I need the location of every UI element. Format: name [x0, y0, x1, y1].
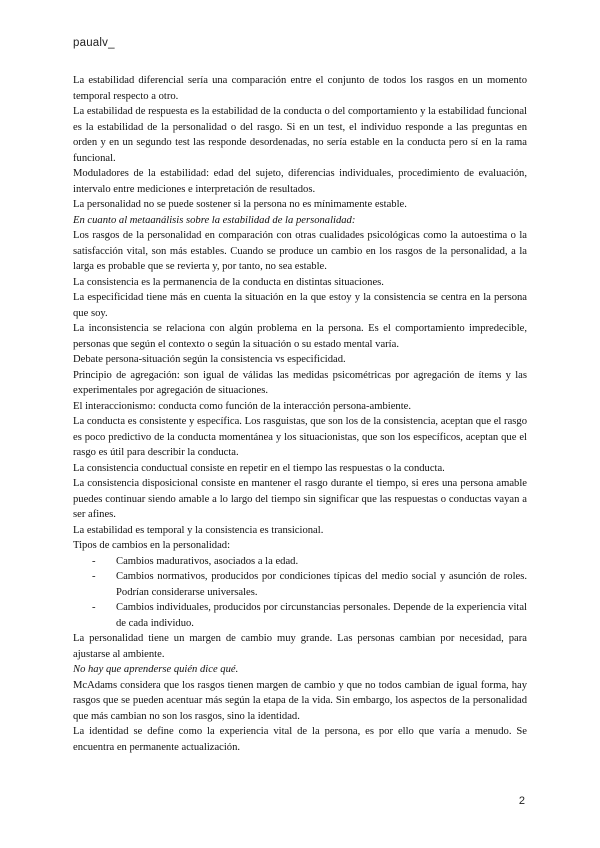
paragraph-specificity: La especificidad tiene más en cuenta la situación en la que estoy y la consistencia se centra en la persona que soy. [73, 292, 527, 319]
paragraph-mcadams: McAdams considera que los rasgos tienen margen de cambio y que no todos cambian de igual forma, hay rasgos que se pueden acentuar más según la etapa de la vida. Sin embargo, los aspectos de la personalidad que más cambian no son los rasgos, sino la identidad. [73, 679, 527, 722]
paragraph-minimal-stability: La personalidad no se puede sostener si la persona no es mínimamente estable. [73, 199, 407, 210]
list-item: - Cambios individuales, producidos por circunstancias personales. Depende de la experiencia vital de cada individuo. [92, 600, 527, 631]
list-item: - Cambios normativos, producidos por condiciones típicas del medio social y asunción de roles. Podrían considerarse universales. [92, 569, 527, 600]
paragraph-differential-stability: La estabilidad diferencial sería una comparación entre el conjunto de todos los rasgos en un momento temporal respecto a otro. [73, 75, 527, 102]
paragraph-response-stability: La estabilidad de respuesta es la estabilidad de la conducta o del comportamiento y la estabilidad funcional es la estabilidad de la personalidad o del rasgo. Si en un test, el individuo responde a las preguntas en orden y en un segundo test las responde desordenadas, no sería estable en la conducta pero sí en la rama funcional. [73, 106, 527, 164]
list-item: - Cambios madurativos, asociados a la edad. [92, 554, 527, 570]
paragraph-change-types-intro: Tipos de cambios en la personalidad: [73, 540, 231, 551]
paragraph-stability-modulators: Moduladores de la estabilidad: edad del sujeto, diferencias individuales, procedimiento de evaluación, intervalo entre mediciones e interpretación de resultados. [73, 168, 527, 195]
paragraph-aggregation-principle: Principio de agregación: son igual de válidas las medidas psicométricas por agregación de ítems y las experimentales por agregación de situaciones. [73, 369, 527, 396]
paragraph-inconsistency: La inconsistencia se relaciona con algún problema en la persona. Es el comportamiento impredecible, personas que según el contexto o según la situación o su estado mental varía. [73, 323, 527, 350]
page-number: 2 [518, 795, 525, 807]
paragraph-consistency-definition: La consistencia es la permanencia de la conducta en distintas situaciones. [73, 276, 384, 288]
document-body [73, 73, 527, 755]
paragraph-note-who-says-what: No hay que aprenderse quién dice qué. [73, 664, 239, 675]
paragraph-metaanalysis-heading: En cuanto al metaanálisis sobre la estabilidad de la personalidad: [73, 214, 356, 226]
paragraph-consistent-and-specific: La conducta es consistente y específica. Los rasguistas, que son los de la consistencia, aceptan que el rasgo es poco predictivo de la conducta momentánea y los situacionistas, que son los específicos, aceptan que el rasgo es útil para describir la conducta. [73, 416, 527, 458]
paragraph-interactionism: El interaccionismo: conducta como función de la interacción persona-ambiente. [73, 400, 411, 412]
paragraph-traits-comparison: Los rasgos de la personalidad en comparación con otras cualidades psicológicas como la autoestima o la satisfacción vital, son más estables. Cuando se produce un cambio en los rasgos de la personalidad, a la larga es probable que se revierta y, por tanto, no sea estable. [73, 230, 527, 272]
paragraph-stability-vs-consistency: La estabilidad es temporal y la consistencia es transicional. [73, 524, 324, 536]
paragraph-identity: La identidad se define como la experiencia vital de la persona, es por ello que varía a menudo. Se encuentra en permanente actualización. [73, 726, 527, 753]
paragraph-margin-of-change: La personalidad tiene un margen de cambio muy grande. Las personas cambian por necesidad, para ajustarse al ambiente. [73, 633, 527, 660]
paragraph-dispositional-consistency: La consistencia disposicional consiste en mantener el rasgo durante el tiempo, si eres una persona amable puedes continuar siendo amable a lo largo del tiempo sin significar que las respuestas o conductas vayan a ser afines. [73, 478, 527, 520]
paragraph-behavioral-consistency: La consistencia conductual consiste en repetir en el tiempo las respuestas o la conducta. [73, 462, 445, 474]
change-types-list [73, 554, 527, 632]
document-header-author: paualv_ [73, 37, 115, 49]
paragraph-person-situation-debate: Debate persona-situación según la consistencia vs especificidad. [73, 354, 346, 365]
